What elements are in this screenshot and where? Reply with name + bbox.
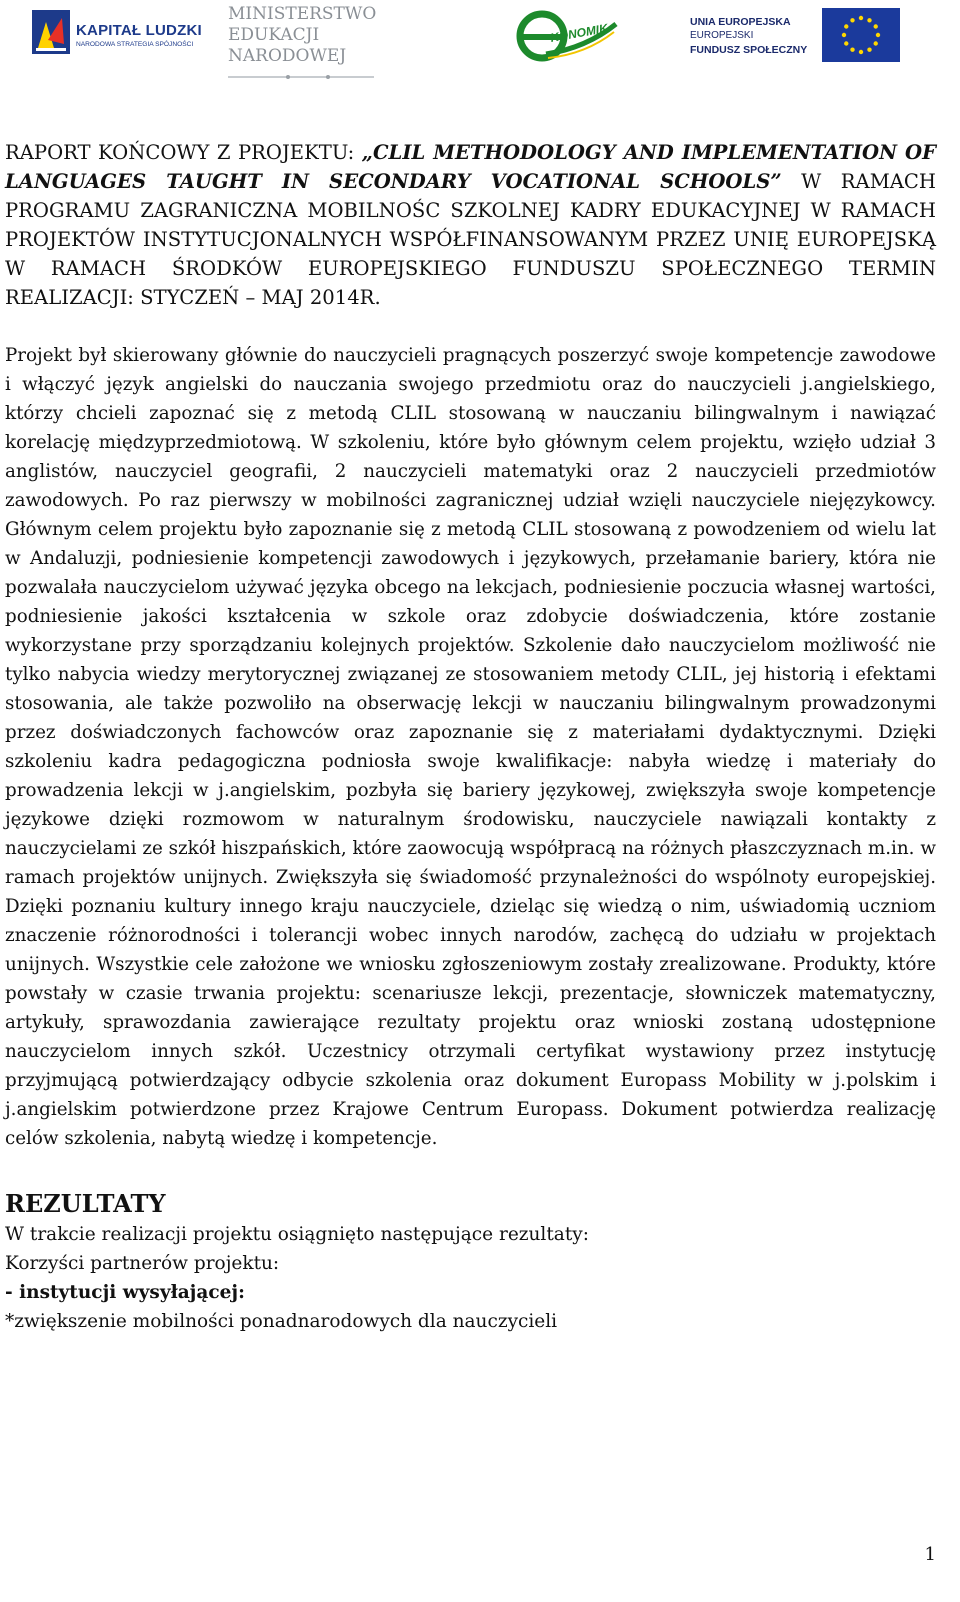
ue-line3: FUNDUSZ SPOŁECZNY	[690, 44, 808, 56]
kapital-ludzki-subtitle: NARODOWA STRATEGIA SPÓJNOŚCI	[76, 41, 194, 48]
title-suffix: W RAMACH PROGRAMU ZAGRANICZNA MOBILNOŚC SZKOLNEJ KADRY EDUKACYJNEJ W RAMACH PROJEKTÓW INSTYTUCJONALNYCH WSPÓŁFINANSOWANYM PRZEZ UNIĘ EUROPEJSKĄ W RAMACH ŚRODKÓW EUROPEJSKIEGO FUNDUSZU SPOŁECZNEGO TERMIN REALIZACJI: STYCZEŃ – MAJ 2014R.	[5, 170, 936, 309]
report-title	[5, 138, 936, 312]
report-body-paragraph: Projekt był skierowany głównie do nauczycieli pragnących poszerzyć swoje kompetencje zawodowe i włączyć język angielski do nauczania swojego przedmiotu oraz do nauczycieli j.angielskiego, którzy chcieli zapoznać się z metodą CLIL stosowaną w nauczaniu bilingwalnym i nawiązać korelację międzyprzedmiotową. W szkoleniu, które było głównym celem projektu, wzięło udział 3 anglistów, nauczyciel geografii, 2 nauczycieli matematyki oraz 2 nauczycieli przedmiotów zawodowych. Po raz pierwszy w mobilności zagranicznej udział wzięli nauczyciele niejęzykowcy. Głównym celem projektu było zapoznanie się z metodą CLIL stosowaną z powodzeniem od wielu lat w Andaluzji, podniesienie kompetencji zawodowych i językowych, przełamanie bariery, która nie pozwalała nauczycielom używać języka obcego na lekcjach, podniesienie poczucia własnej wartości, podniesienie jakości kształcenia w szkole oraz zdobycie doświadczenia, które zostanie wykorzystane przy sporządzaniu kolejnych projektów. Szkolenie dało nauczycielom możliwość nie tylko nabycia wiedzy merytorycznej związanej ze stosowaniem metody CLIL, jej historią i efektami stosowania, ale także pozwoliło na obserwację lekcji w nauczaniu bilingwalnym prowadzonymi przez doświadczonych fachowców oraz zapoznanie się z materiałami dydaktycznymi. Dzięki szkoleniu kadra pedagogiczna podniosła swoje kwalifikacje: nabyła wiedzę i materiały do prowadzenia lekcji w j.angielskim, pozbyła się bariery językowej, zwiększyła swoje kompetencje językowe dzięki rozmowom w naturalnym środowisku, nauczyciele nawiązali kontakty z nauczycielami ze szkół hiszpańskich, które zaowocują współpracą na różnych płaszczyznach m.in. w ramach projektów unijnych. Zwiększyła się świadomość przynależności do wspólnoty europejskiej. Dzięki poznaniu kultury innego kraju nauczyciele, dzieląc się wiedzą o nim, uświadomią uczniom znaczenie różnorodności i tolerancji wobec innych narodów, zachęcą do udziału w projektach unijnych. Wszystkie cele założone we wniosku zgłoszeniowym zostały zrealizowane. Produkty, które powstały w czasie trwania projektu: scenariusze lekcji, prezentacje, słowniczek matematyczny, artykuły, sprawozdania zawierające rezultaty projektu oraz wnioski zostaną udostępnione nauczycielom innych szkół. Uczestnicy otrzymali certyfikat wystawiony przez instytucję przyjmującą potwierdzający odbycie szkolenia oraz dokument Europass Mobility w j.polskim i j.angielskim potwierdzone przez Krajowe Centrum Europass. Dokument potwierdza realizację celów szkolenia, nabytą wiedzę i kompetencje.	[5, 345, 936, 1149]
results-heading: REZULTATY	[5, 1189, 166, 1218]
ministerstwo-line1: MINISTERSTWO	[228, 4, 377, 24]
eu-flag-star-icon	[842, 33, 846, 37]
ministerstwo-text	[228, 4, 378, 67]
kapital-ludzki-title: KAPITAŁ LUDZKI	[76, 22, 202, 39]
eu-flag-star-icon	[859, 50, 863, 54]
eu-flag-icon	[822, 8, 900, 62]
kapital-ludzki-logo	[32, 8, 212, 56]
ministerstwo-logo	[228, 4, 378, 84]
result-item: *zwiększenie mobilności ponadnarodowych dla nauczycieli	[5, 1311, 558, 1332]
ekonomik-text: KONOMIK	[549, 21, 609, 45]
ministerstwo-underline-icon	[228, 74, 378, 82]
ue-line2: EUROPEJSKI	[690, 30, 754, 41]
eu-flag-star-icon	[844, 24, 848, 28]
project-name: „CLIL METHODOLOGY AND IMPLEMENTATION OF LANGUAGES TAUGHT IN SECONDARY VOCATIONAL SCHOOLS”	[5, 141, 937, 193]
ue-efs-logo	[690, 8, 912, 66]
sending-institution-label: - instytucji wysyłającej:	[5, 1282, 245, 1303]
ue-line1: UNIA EUROPEJSKA	[690, 16, 791, 28]
partner-benefits-label: Korzyści partnerów projektu:	[5, 1253, 280, 1274]
eu-flag-star-icon	[876, 33, 880, 37]
eu-flag-star-icon	[844, 41, 848, 45]
ministerstwo-line3: NARODOWEJ	[228, 46, 347, 66]
eu-flag-star-icon	[867, 18, 871, 22]
eu-flag-star-icon	[867, 48, 871, 52]
kapital-ludzki-emblem-icon	[32, 10, 70, 54]
eu-flag-star-icon	[850, 18, 854, 22]
eu-flag-star-icon	[874, 41, 878, 45]
eu-flag-star-icon	[859, 16, 863, 20]
title-prefix: RAPORT KOŃCOWY Z PROJEKTU:	[5, 141, 362, 164]
eu-flag-star-icon	[850, 48, 854, 52]
page-number: 1	[924, 1544, 936, 1565]
ministerstwo-line2: EDUKACJI	[228, 25, 320, 45]
logo-strip	[0, 0, 960, 90]
eu-flag-star-icon	[874, 24, 878, 28]
report-content	[5, 138, 936, 1336]
results-intro: W trakcie realizacji projektu osiągnięto następujące rezultaty:	[5, 1224, 589, 1245]
ekonomik-logo	[516, 4, 626, 62]
